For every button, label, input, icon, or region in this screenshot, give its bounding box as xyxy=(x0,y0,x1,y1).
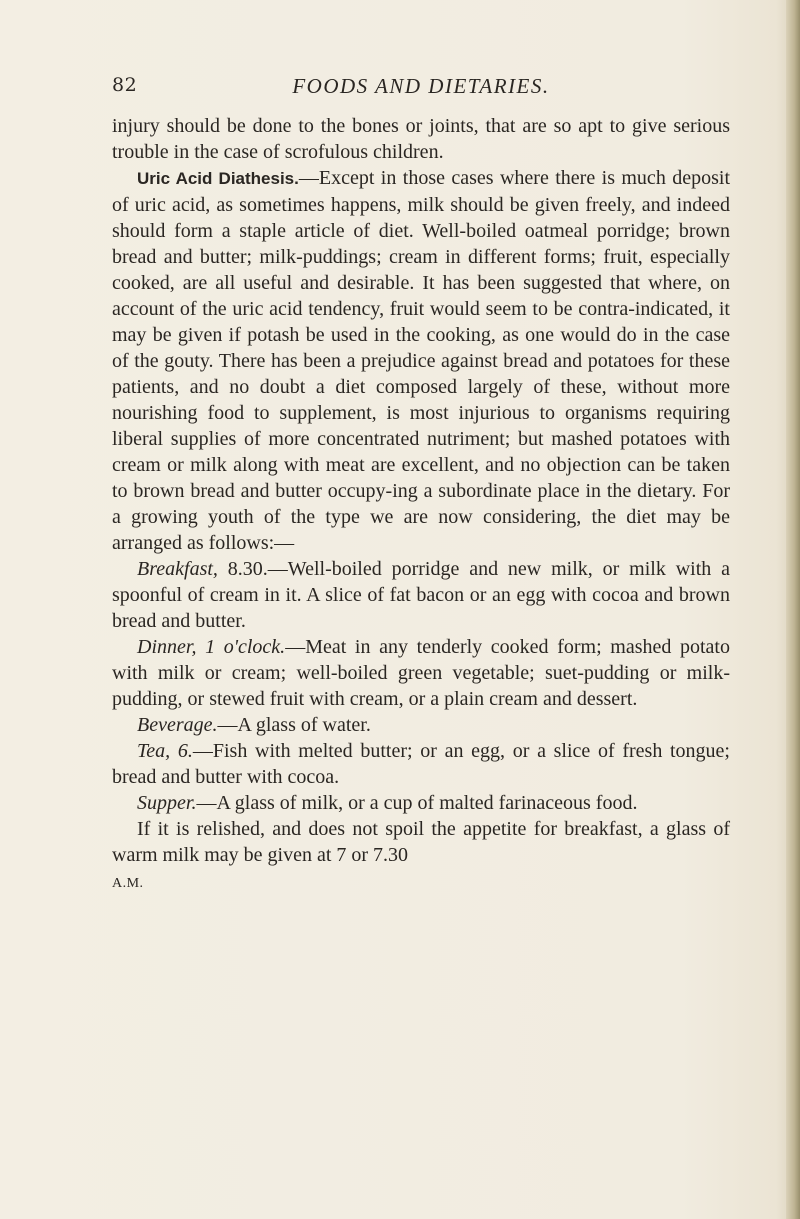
meal-dinner xyxy=(112,634,730,712)
meal-text: —Meat in any tenderly cooked form; mashed potato with milk or cream; well-boiled green vegetable; suet-pudding or milk-pudding, or stewed fruit with cream, or a plain cream and dessert. xyxy=(112,636,730,710)
meal-text: —A glass of water. xyxy=(217,714,371,736)
paragraph-text: If it is relished, and does not spoil the appetite for breakfast, a glass of warm milk may be given at 7 or 7.30 xyxy=(112,818,730,866)
meal-name: Dinner, 1 o'clock. xyxy=(137,636,286,658)
meal-supper xyxy=(112,790,730,816)
meal-name: Tea, 6. xyxy=(137,740,193,762)
meal-name: Beverage. xyxy=(137,714,218,736)
meal-time: 8.30. xyxy=(217,558,268,580)
meal-beverage xyxy=(112,712,730,738)
time-suffix: A.M. xyxy=(112,876,144,891)
meal-tea xyxy=(112,738,730,790)
meal-text: —A glass of milk, or a cup of malted farinaceous food. xyxy=(196,792,638,814)
meal-name: Breakfast, xyxy=(137,558,218,580)
section-heading: Uric Acid Diathesis. xyxy=(137,169,299,188)
meal-name: Supper. xyxy=(137,792,197,814)
paragraph-uric-acid xyxy=(112,165,730,556)
meal-breakfast xyxy=(112,556,730,634)
page-edge xyxy=(786,0,800,1219)
meal-text: —Fish with melted butter; or an egg, or a slice of fresh tongue; bread and butter with cocoa. xyxy=(112,740,730,788)
paragraph-text: —Except in those cases where there is much deposit of uric acid, as sometimes happens, milk should be given freely, and indeed should form a staple article of diet. Well-boiled oatmeal porridge; brown bread and butter; milk-puddings; cream in different forms; fruit, especially cooked, are all useful and desirable. It has been suggested that where, on account of the uric acid tendency, fruit would seem to be contra-indicated, it may be given if potash be used in the cooking, as one would do in the case of the gouty. There has been a prejudice against bread and potatoes for these patients, and no doubt a diet composed largely of these, without more nourishing food to supplement, is most injurious to organisms requiring liberal supplies of more concentrated nutriment; but mashed potatoes with cream or milk along with meat are excellent, and no objection can be taken to brown bread and butter occupy-ing a subordinate place in the dietary. For a growing youth of the type we are now considering, the diet may be arranged as follows:— xyxy=(112,167,730,554)
meal-text: —Well-boiled porridge and new milk, or milk with a spoonful of cream in it. A slice of fat bacon or an egg with cocoa and brown bread and butter. xyxy=(112,558,731,632)
paragraph-continuation xyxy=(112,113,730,165)
page-header xyxy=(112,74,730,104)
running-title: FOODS AND DIETARIES. xyxy=(292,74,550,98)
page-number: 82 xyxy=(112,74,138,96)
paragraph-closing xyxy=(112,816,730,897)
body-text xyxy=(112,113,730,897)
paragraph-text: injury should be done to the bones or joints, that are so apt to give serious trouble in the case of scrofulous children. xyxy=(112,115,730,163)
